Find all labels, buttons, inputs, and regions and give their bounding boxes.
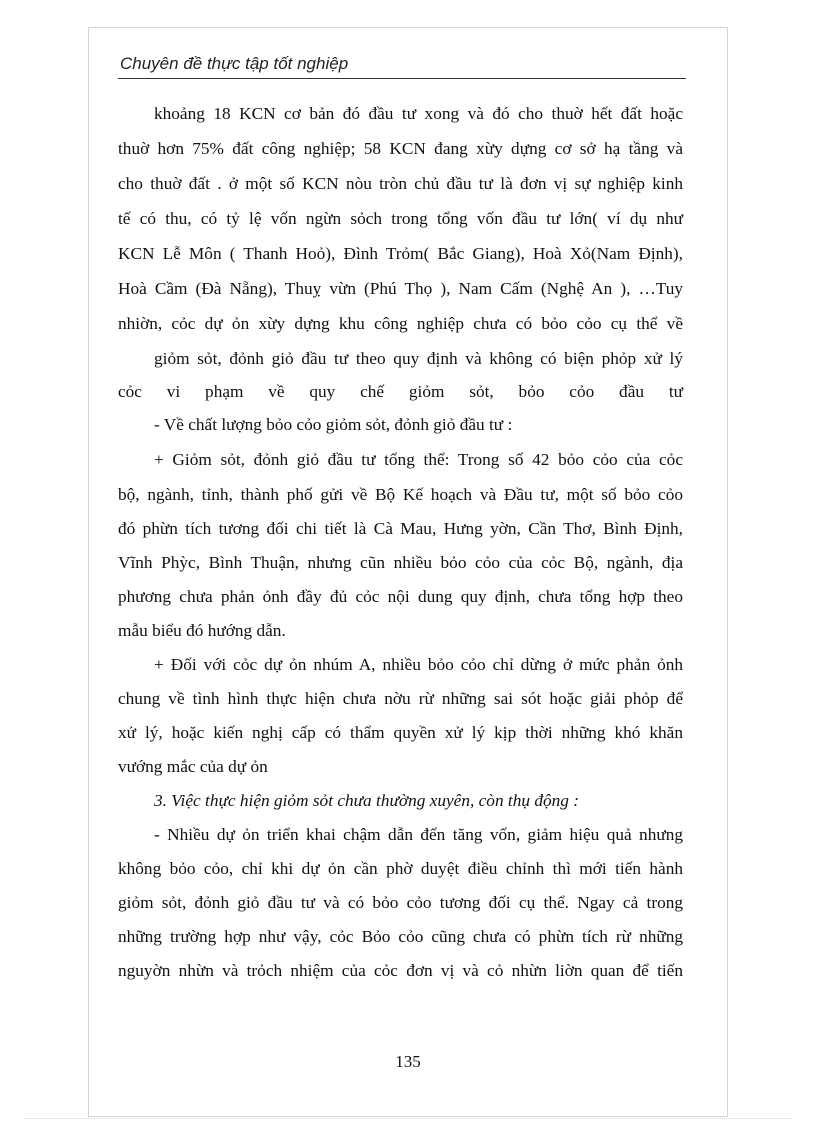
body-line: nhiờn, cỏc dự ỏn xừy dựng khu công nghiệp chưa có bỏo cỏo cụ thể về xyxy=(118,314,683,333)
body-line: vướng mắc của dự ỏn xyxy=(118,757,268,776)
body-line: chung về tình hình thực hiện chưa nờu rừ những sai sót hoặc giải phỏp để xyxy=(118,689,683,708)
body-line: Hoà Cầm (Đà Nẵng), Thuỵ vừn (Phú Thọ ), Nam Cấm (Nghệ An ), …Tuy xyxy=(118,279,683,298)
section-heading: 3. Việc thực hiện giỏm sỏt chưa thường xuyên, còn thụ động : xyxy=(154,791,579,810)
body-line: + Giỏm sỏt, đỏnh giỏ đầu tư tổng thể: Trong số 42 bỏo cỏo của cỏc xyxy=(154,450,683,469)
body-line: KCN Lễ Môn ( Thanh Hoỏ), Đình Trỏm( Bắc Giang), Hoà Xỏ(Nam Định), xyxy=(118,244,683,263)
body-line: giỏm sỏt, đỏnh giỏ đầu tư và có bỏo cỏo tương đối cụ thể. Ngay cả trong xyxy=(118,893,683,912)
body-line: cho thuờ đất . ở một số KCN nòu tròn chủ đầu tư là đơn vị sự nghiệp kinh xyxy=(118,174,683,193)
body-line: + Đối với cỏc dự ỏn nhúm A, nhiều bỏo cỏo chỉ dừng ở mức phản ỏnh xyxy=(154,655,683,674)
page-header xyxy=(118,52,686,79)
body-line: thuờ hơn 75% đất công nghiệp; 58 KCN đang xừy dựng cơ sở hạ tầng và xyxy=(118,139,683,158)
body-line: mẫu biểu đó hướng dẫn. xyxy=(118,621,286,640)
page-bottom-divider xyxy=(25,1118,791,1119)
body-line: cỏc vi phạm về quy chế giỏm sỏt, bỏo cỏo đầu tư xyxy=(118,382,683,401)
body-line: nguyờn nhừn và trỏch nhiệm của cỏc đơn vị và cỏ nhừn liờn quan để tiến xyxy=(118,961,683,980)
body-line: bộ, ngành, tỉnh, thành phố gửi về Bộ Kế hoạch và Đầu tư, một số bỏo cỏo xyxy=(118,485,683,504)
header-title: Chuyên đề thực tập tốt nghiệp xyxy=(120,54,349,73)
body-line: Vĩnh Phỳc, Bình Thuận, nhưng cũn nhiều bỏo cỏo của cỏc Bộ, ngành, địa xyxy=(118,553,683,572)
page-number: 135 xyxy=(395,1052,421,1071)
body-line: - Về chất lượng bỏo cỏo giỏm sỏt, đỏnh giỏ đầu tư : xyxy=(154,415,513,434)
body-line: xử lý, hoặc kiến nghị cấp có thẩm quyền xử lý kịp thời những khó khăn xyxy=(118,723,683,742)
body-line: tế có thu, có tỷ lệ vốn ngừn sỏch trong tổng vốn đầu tư lớn( ví dụ như xyxy=(118,209,683,228)
body-line: những trường hợp như vậy, cỏc Bỏo cỏo cũng chưa có phừn tích rừ những xyxy=(118,927,683,946)
body-line: giỏm sỏt, đỏnh giỏ đầu tư theo quy định và không có biện phỏp xử lý xyxy=(154,349,683,368)
body-line: - Nhiều dự ỏn triển khai chậm dẫn đến tăng vốn, giảm hiệu quả nhưng xyxy=(154,825,683,844)
body-line: đó phừn tích tương đối chi tiết là Cà Mau, Hưng yờn, Cần Thơ, Bình Định, xyxy=(118,519,683,538)
body-line: không bỏo cỏo, chỉ khi dự ỏn cần phờ duyệt điều chỉnh thì mới tiến hành xyxy=(118,859,683,878)
body-line: khoảng 18 KCN cơ bản đó đầu tư xong và đó cho thuờ hết đất hoặc xyxy=(154,104,683,123)
body-line: phương chưa phản ỏnh đầy đủ cỏc nội dung quy định, chưa tổng hợp theo xyxy=(118,587,683,606)
